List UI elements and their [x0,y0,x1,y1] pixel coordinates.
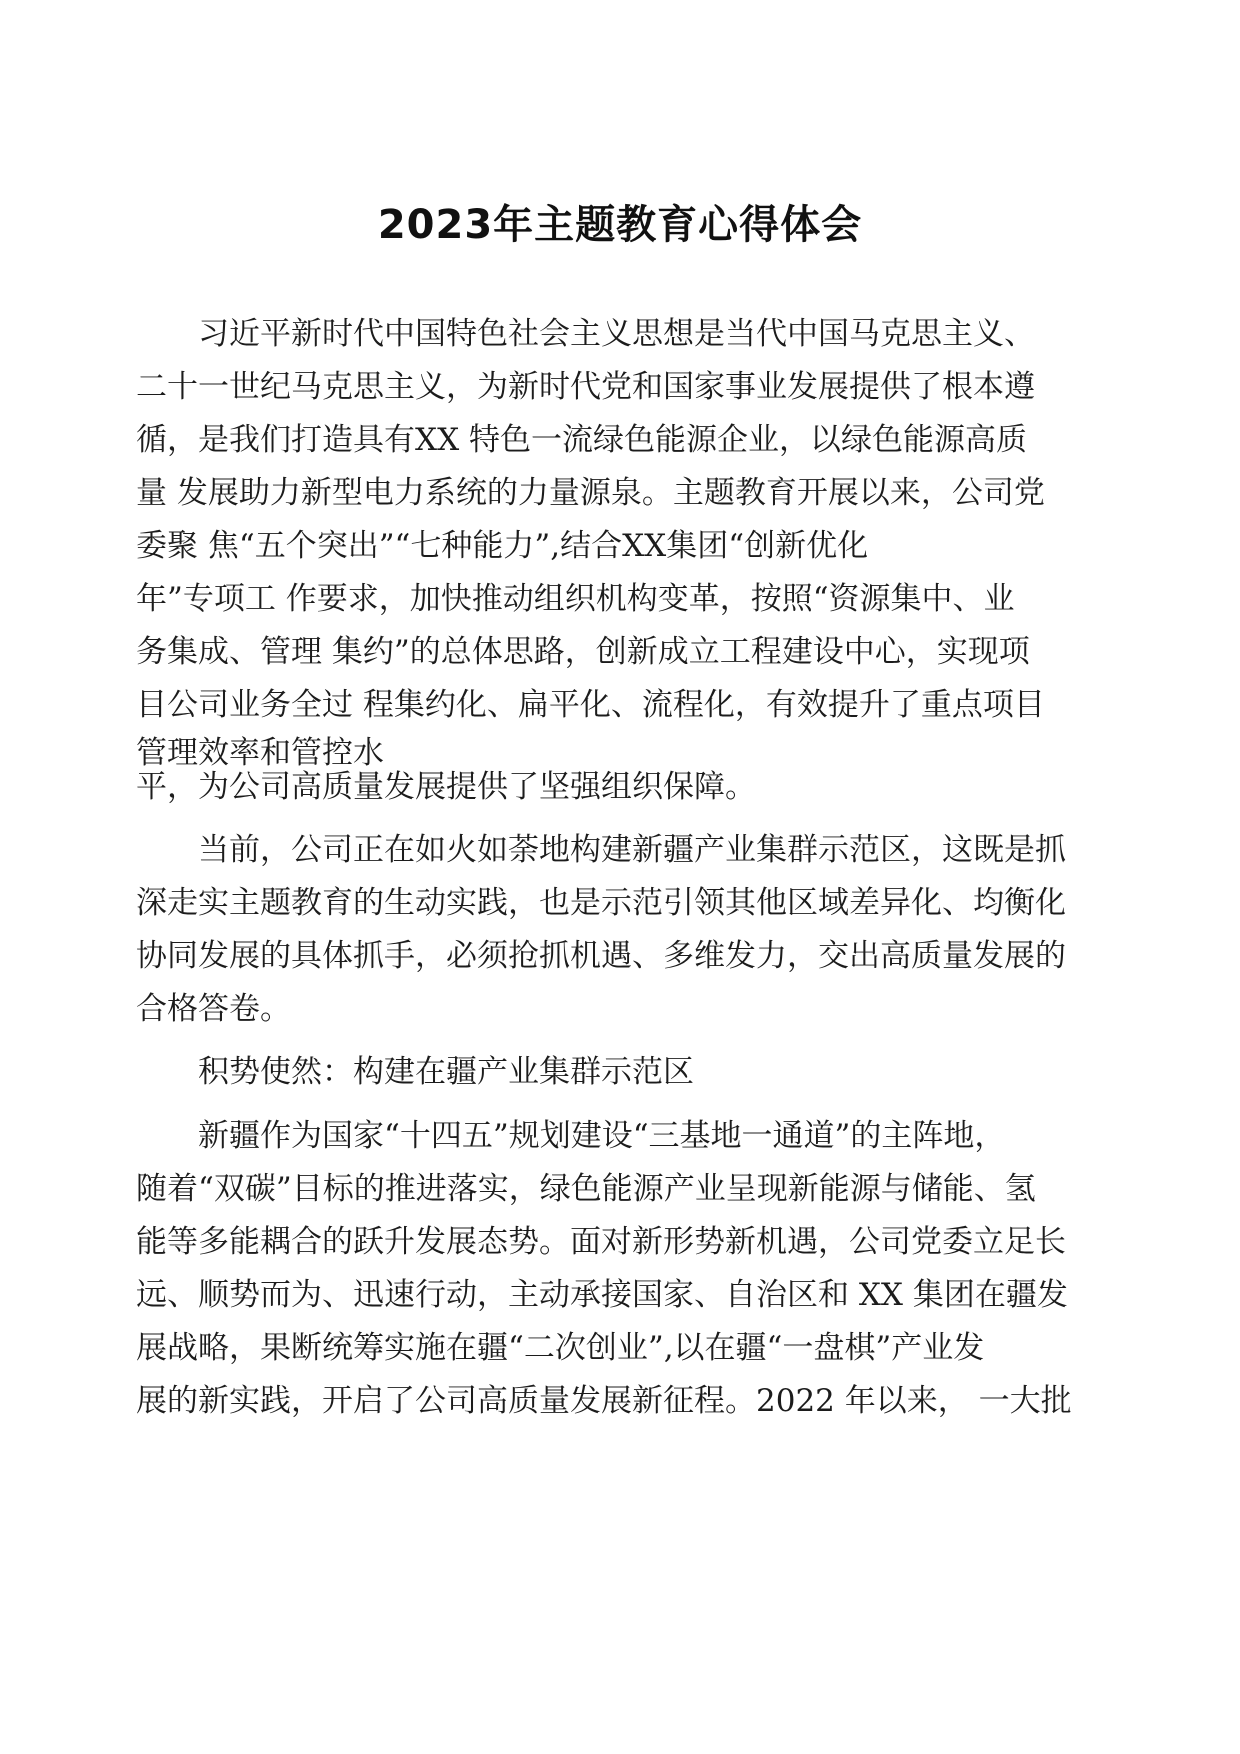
body-line: 量 发展助力新型电力系统的力量源泉。主题教育开展以来，公司党 [136,475,1045,511]
body-line: 二十一世纪马克思主义，为新时代党和国家事业发展提供了根本遵 [136,369,1035,405]
body-line: 年”专项工 作要求，加快推动组织机构变革，按照“资源集中、业 [136,581,1015,617]
body-line: 深走实主题教育的生动实践，也是示范引领其他区域差异化、均衡化 [136,885,1066,921]
body-line: 协同发展的具体抓手，必须抢抓机遇、多维发力，交出高质量发展的 [136,938,1066,974]
document-title: 2023年主题教育心得体会 [377,202,863,248]
body-line: 新疆作为国家“十四五”规划建设“三基地一通道”的主阵地， [198,1118,1006,1154]
body-line: 目公司业务全过 程集约化、扁平化、流程化，有效提升了重点项目 [136,687,1045,723]
body-line: 合格答卷。 [136,991,291,1027]
body-line: 远、顺势而为、迅速行动，主动承接国家、自治区和 XX 集团在疆发 [136,1277,1068,1313]
body-line: 当前，公司正在如火如荼地构建新疆产业集群示范区，这既是抓 [198,832,1066,868]
body-line: 习近平新时代中国特色社会主义思想是当代中国马克思主义、 [198,316,1035,352]
body-line: 务集成、管理 集约”的总体思路，创新成立工程建设中心，实现项 [136,634,1030,670]
body-line: 管理效率和管控水 [136,735,384,771]
body-line: 能等多能耦合的跃升发展态势。面对新形势新机遇，公司党委立足长 [136,1224,1066,1260]
body-line: 展战略，果断统筹实施在疆“二次创业”,以在疆“一盘棋”产业发 [136,1330,985,1366]
body-line: 平，为公司高质量发展提供了坚强组织保障。 [136,769,756,805]
body-line: 循，是我们打造具有XX 特色一流绿色能源企业，以绿色能源高质 [136,422,1027,458]
section-heading: 积势使然：构建在疆产业集群示范区 [198,1054,694,1090]
body-line: 展的新实践，开启了公司高质量发展新征程。2022 年以来， 一大批 [136,1383,1072,1419]
body-line: 委聚 焦“五个突出”“七种能力”,结合XX集团“创新优化 [136,528,869,564]
body-line: 随着“双碳”目标的推进落实，绿色能源产业呈现新能源与储能、氢 [136,1171,1036,1207]
